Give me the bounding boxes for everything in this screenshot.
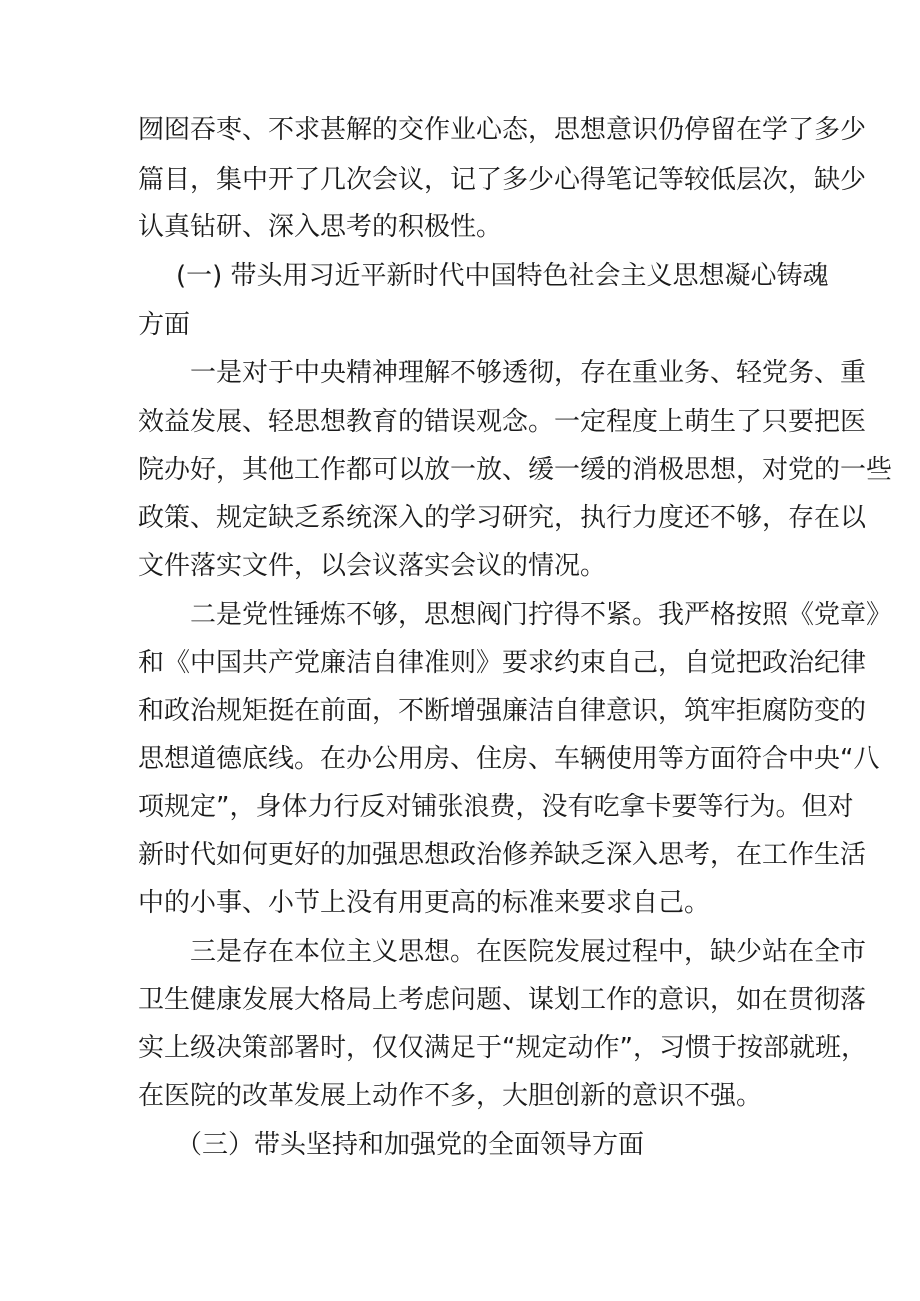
paragraph-line: 实上级决策部署时，仅仅满足于“规定动作”，习惯于按部就班，: [138, 1033, 867, 1063]
section-heading: （三）带头坚持和加强党的全面领导方面: [176, 1130, 645, 1160]
paragraph-line: 在医院的改革发展上动作不多，大胆创新的意识不强。: [138, 1081, 763, 1111]
paragraph-line: 一是对于中央精神理解不够透彻，存在重业务、轻党务、重: [190, 358, 867, 388]
section-heading: (一) 带头用习近平新时代中国特色社会主义思想凝心铸魂: [176, 261, 829, 291]
paragraph-line: 和政治规矩挺在前面，不断增强廉洁自律意识，筑牢拒腐防变的: [138, 696, 867, 726]
paragraph-line: 院办好，其他工作都可以放一放、缓一缓的消极思想，对党的一些: [138, 455, 893, 485]
paragraph-line: 认真钻研、深入思考的积极性。: [138, 212, 503, 242]
paragraph-line: 政策、规定缺乏系统深入的学习研究，执行力度还不够，存在以: [138, 503, 867, 533]
paragraph-line: 中的小事、小节上没有用更高的标准来要求自己。: [138, 888, 711, 918]
paragraph-line: 囫囵吞枣、不求甚解的交作业心态，思想意识仍停留在学了多少: [138, 115, 867, 145]
paragraph-line: 三是存在本位主义思想。在医院发展过程中，缺少站在全市: [190, 937, 867, 967]
paragraph-line: 思想道德底线。在办公用房、住房、车辆使用等方面符合中央“八: [138, 744, 880, 774]
section-heading-continuation: 方面: [138, 310, 191, 340]
paragraph-line: 项规定”，身体力行反对铺张浪费，没有吃拿卡要等行为。但对: [138, 792, 854, 822]
paragraph-line: 文件落实文件，以会议落实会议的情况。: [138, 551, 607, 581]
paragraph-line: 篇目，集中开了几次会议，记了多少心得笔记等较低层次，缺少: [138, 165, 867, 195]
paragraph-line: 卫生健康发展大格局上考虑问题、谋划工作的意识，如在贯彻落: [138, 985, 867, 1015]
paragraph-line: 和《中国共产党廉洁自律准则》要求约束自己，自觉把政治纪律: [138, 648, 867, 678]
paragraph-line: 效益发展、轻思想教育的错误观念。一定程度上萌生了只要把医: [138, 407, 867, 437]
paragraph-line: 新时代如何更好的加强思想政治修养缺乏深入思考，在工作生活: [138, 840, 867, 870]
paragraph-line: 二是党性锤炼不够，思想阀门拧得不紧。我严格按照《党章》: [190, 600, 893, 630]
